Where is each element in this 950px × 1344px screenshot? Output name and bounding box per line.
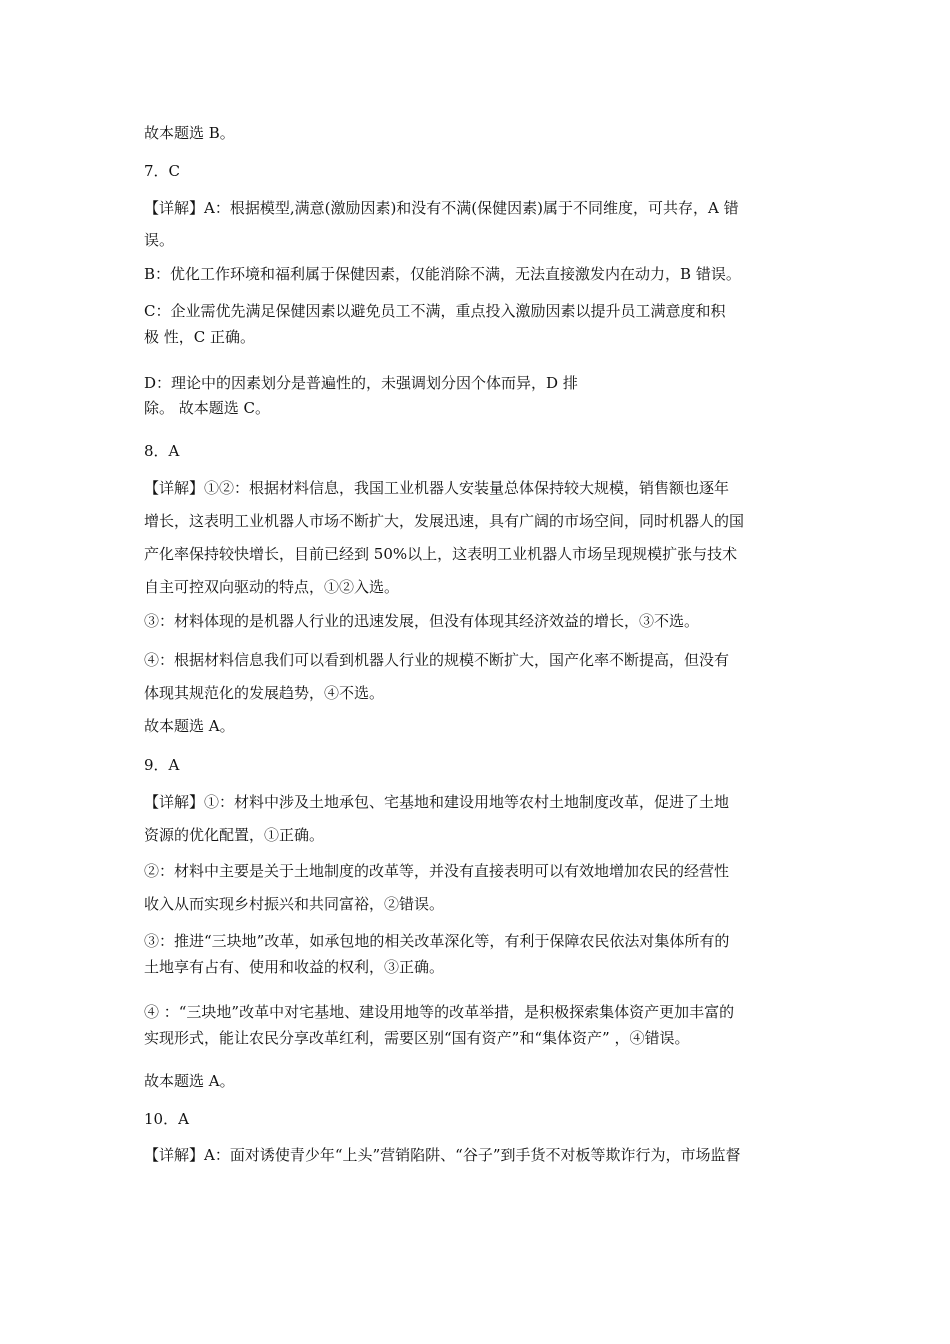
- text-line: 除。 故本题选 C。: [144, 399, 271, 417]
- text-line: 土地享有占有、使用和收益的权利，③正确。: [144, 958, 445, 976]
- text-line: C：企业需优先满足保健因素以避免员工不满，重点投入激励因素以提升员工满意度和积: [144, 302, 726, 320]
- text-line: 【详解】A：根据模型,满意(激励因素)和没有不满(保健因素)属于不同维度，可共存，A 错: [144, 199, 739, 217]
- text-line: 故本题选 A。: [144, 717, 235, 735]
- text-line: 增长，这表明工业机器人市场不断扩大，发展迅速，具有广阔的市场空间，同时机器人的国: [144, 512, 745, 530]
- text-line: 资源的优化配置，①正确。: [144, 826, 325, 844]
- text-line: 自主可控双向驱动的特点，①②入选。: [144, 578, 400, 596]
- text-line: D：理论中的因素划分是普遍性的，未强调划分因个体而异，D 排: [144, 374, 578, 392]
- text-line: ③：材料体现的是机器人行业的迅速发展，但没有体现其经济效益的增长，③不选。: [144, 612, 700, 630]
- text-line: 体现其规范化的发展趋势，④不选。: [144, 684, 385, 702]
- text-line: ③：推进“三块地”改革，如承包地的相关改革深化等，有利于保障农民依法对集体所有的: [144, 932, 730, 950]
- answer-heading-10: 10．A: [144, 1110, 189, 1128]
- text-line: 极 性，C 正确。: [144, 328, 256, 346]
- answer-heading-9: 9．A: [144, 756, 180, 774]
- text-line: 收入从而实现乡村振兴和共同富裕，②错误。: [144, 895, 445, 913]
- text-line: B：优化工作环境和福利属于保健因素，仅能消除不满，无法直接激发内在动力，B 错误。: [144, 265, 741, 283]
- text-line: 【详解】①：材料中涉及土地承包、宅基地和建设用地等农村土地制度改革，促进了土地: [144, 793, 730, 811]
- text-line: 实现形式，能让农民分享改革红利，需要区别“国有资产”和“集体资产” ，④错误。: [144, 1029, 690, 1047]
- answer-heading-7: 7．C: [144, 162, 181, 180]
- text-line: ②：材料中主要是关于土地制度的改革等，并没有直接表明可以有效地增加农民的经营性: [144, 862, 730, 880]
- answer-heading-8: 8．A: [144, 442, 180, 460]
- text-line: 【详解】A：面对诱使青少年“上头”营销陷阱、“谷子”到手货不对板等欺诈行为，市场监督: [144, 1146, 741, 1164]
- text-line: 故本题选 B。: [144, 124, 235, 142]
- text-line: 误。: [144, 231, 175, 249]
- text-line: 【详解】①②：根据材料信息，我国工业机器人安装量总体保持较大规模，销售额也逐年: [144, 479, 730, 497]
- text-line: 产化率保持较快增长，目前已经到 50%以上，这表明工业机器人市场呈现规模扩张与技术: [144, 545, 738, 563]
- text-line: 故本题选 A。: [144, 1072, 235, 1090]
- text-line: ④ ：“三块地”改革中对宅基地、建设用地等的改革举措，是积极探索集体资产更加丰富的: [144, 1003, 735, 1021]
- text-line: ④：根据材料信息我们可以看到机器人行业的规模不断扩大，国产化率不断提高，但没有: [144, 651, 730, 669]
